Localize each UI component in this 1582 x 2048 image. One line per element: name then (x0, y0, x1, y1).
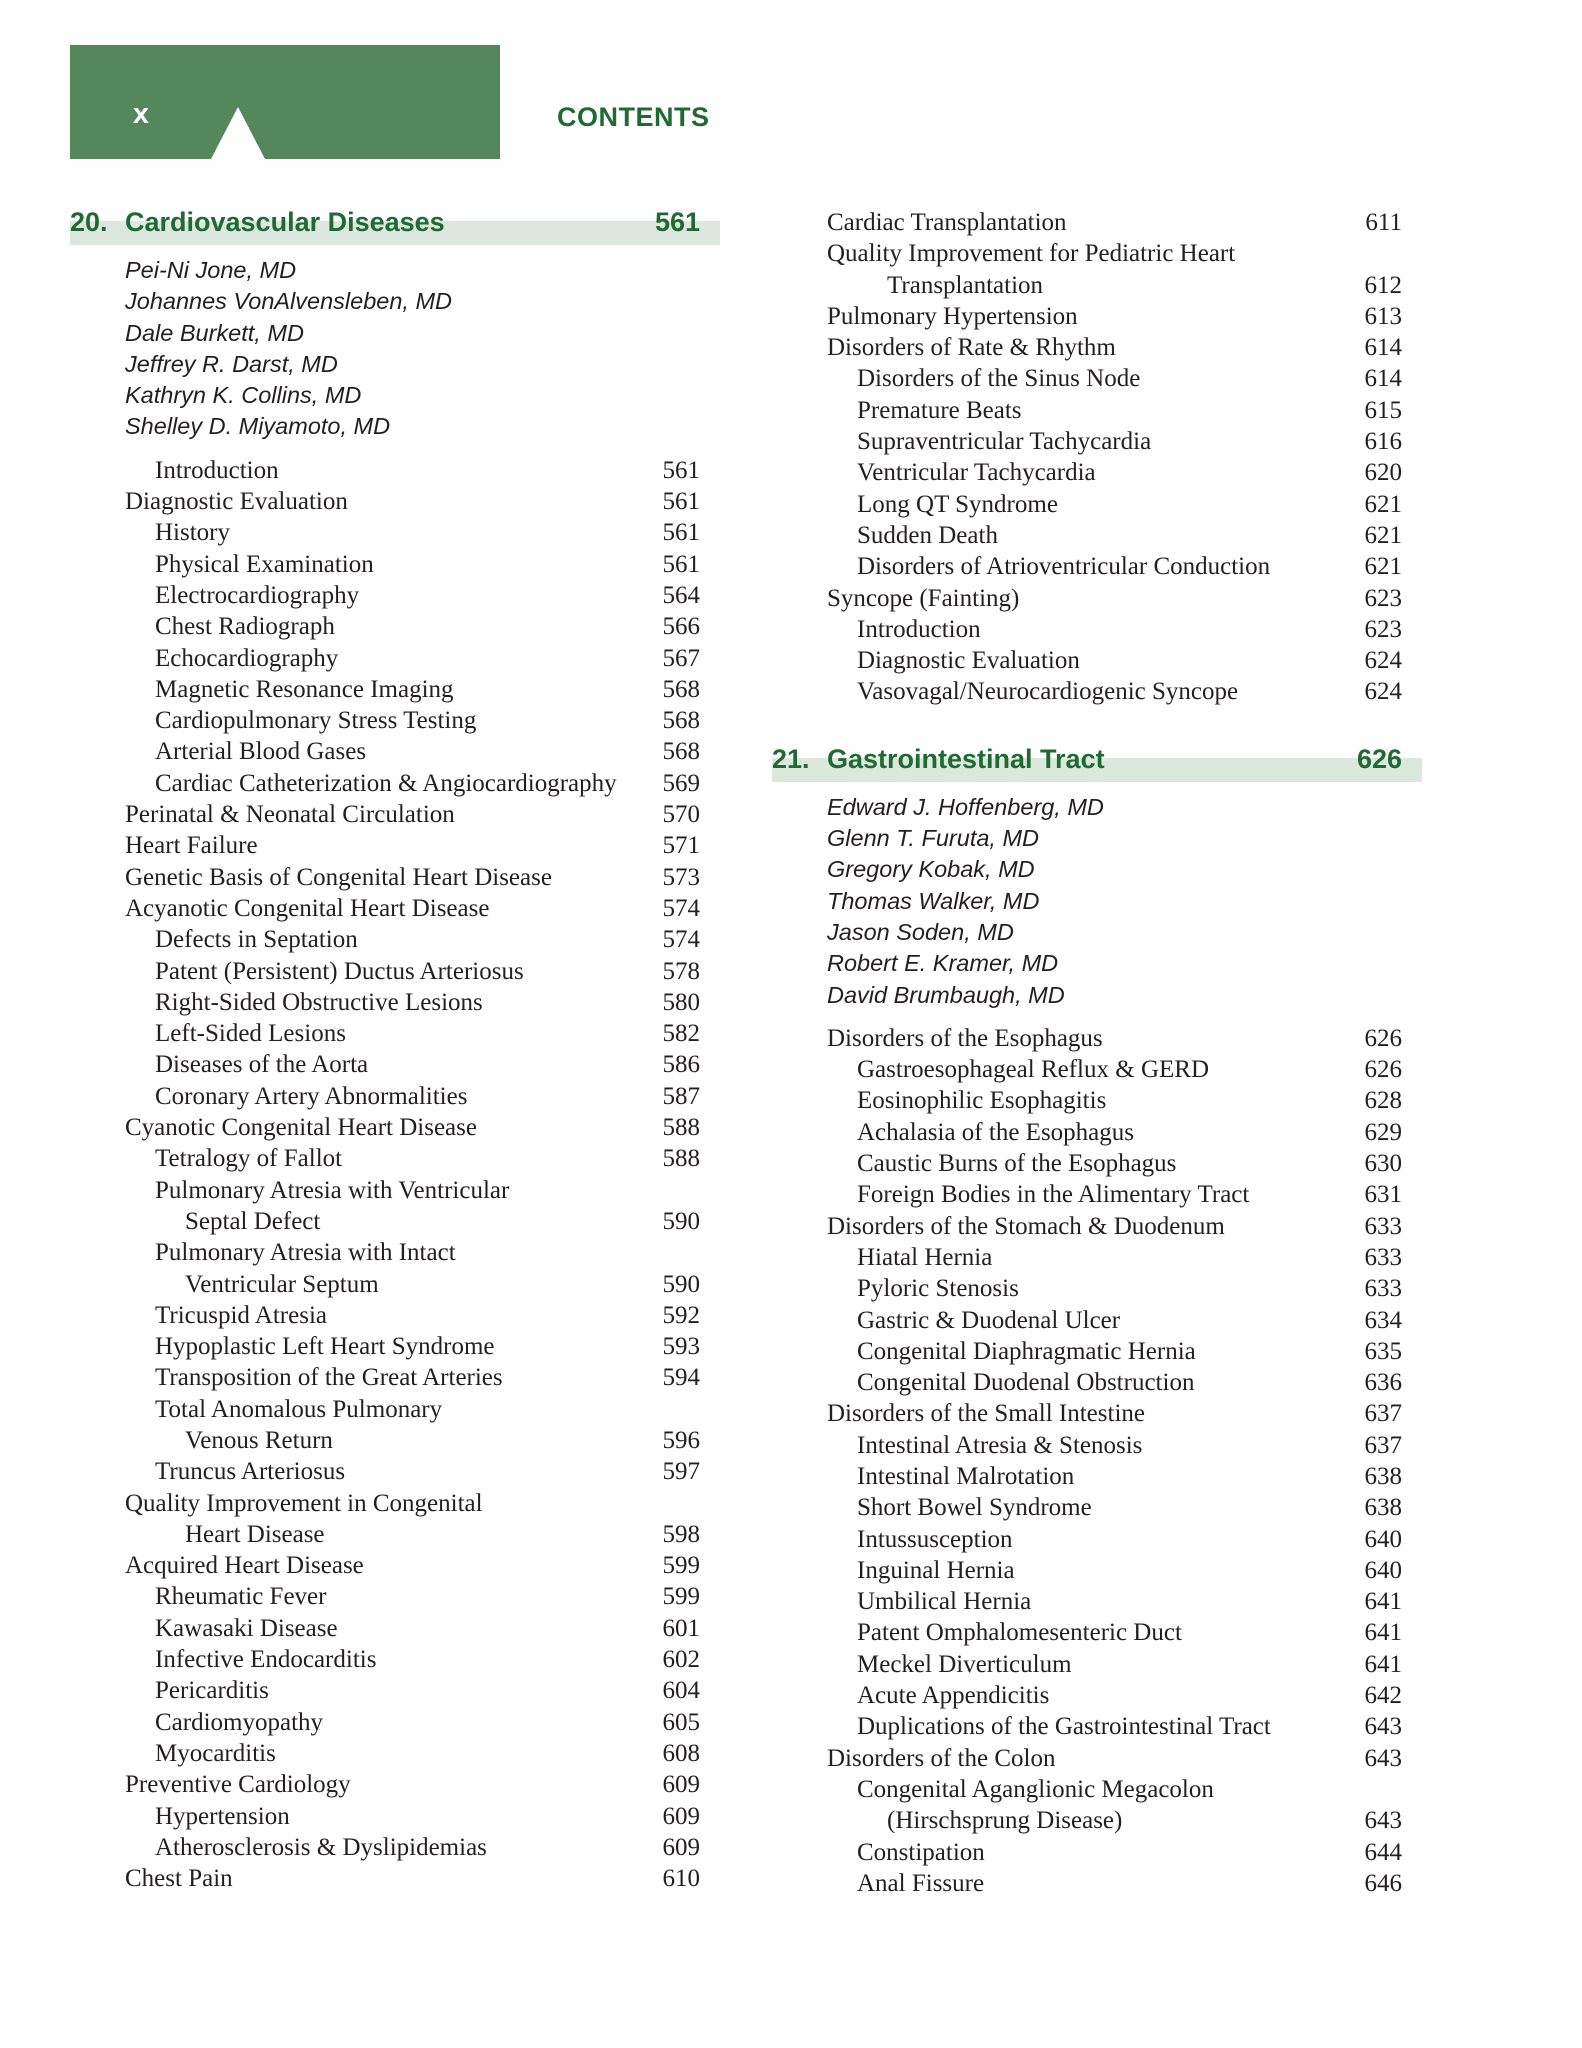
toc-entry-page: 574 (662, 926, 700, 954)
toc-entry-page: 570 (662, 801, 700, 829)
toc-entry-title: Pulmonary Atresia with Ventricular (155, 1176, 510, 1204)
toc-entry-page: 623 (1364, 615, 1402, 643)
toc-entry-page: 568 (662, 707, 700, 735)
toc-entry-page: 643 (1364, 1744, 1402, 1772)
toc-entry-title: Echocardiography (155, 644, 339, 672)
toc-entry-page: 621 (1364, 553, 1402, 581)
toc-entry-title: Tricuspid Atresia (155, 1301, 327, 1329)
toc-entry-title: Long QT Syndrome (857, 490, 1058, 518)
toc-entry[interactable] (70, 987, 720, 1018)
toc-entry-page: 569 (662, 769, 700, 797)
toc-entry-page: 611 (1365, 209, 1402, 236)
toc-entry[interactable] (70, 768, 720, 799)
toc-entry-title: Rheumatic Fever (155, 1583, 327, 1611)
toc-entry-title: Diagnostic Evaluation (125, 488, 348, 516)
toc-entry[interactable] (772, 1179, 1422, 1210)
toc-entry-title: History (155, 519, 230, 547)
toc-entry-page: 598 (662, 1520, 700, 1548)
toc-entry[interactable] (772, 1085, 1422, 1116)
toc-entry-page: 590 (662, 1207, 700, 1235)
chapter-page: 561 (654, 207, 700, 237)
toc-entry-title: Transposition of the Great Arteries (155, 1364, 503, 1392)
chapter-20-entries (70, 455, 720, 1895)
toc-entry[interactable] (772, 1211, 1422, 1242)
toc-entry-title: Diseases of the Aorta (155, 1051, 369, 1079)
toc-entry-page: 623 (1364, 584, 1402, 612)
triangle-ornament-icon (211, 107, 265, 159)
section-gap (772, 708, 1422, 744)
toc-entry-page: 590 (662, 1270, 700, 1298)
toc-entry-page: 588 (662, 1114, 700, 1142)
toc-entry[interactable] (772, 1117, 1422, 1148)
toc-entry[interactable] (70, 1049, 720, 1080)
toc-entry[interactable] (70, 1644, 720, 1675)
toc-entry[interactable] (772, 395, 1422, 426)
toc-entry-title: Genetic Basis of Congenital Heart Disease (125, 863, 552, 891)
toc-entry-title: Pulmonary Atresia with Intact (155, 1239, 456, 1267)
toc-entry-page: 609 (662, 1771, 700, 1799)
toc-entry-title: Syncope (Fainting) (827, 584, 1020, 612)
toc-entry[interactable] (70, 1018, 720, 1049)
toc-entry-page: 561 (662, 456, 700, 484)
toc-entry-title: Congenital Aganglionic Megacolon (857, 1775, 1214, 1803)
toc-entry[interactable] (70, 1300, 720, 1331)
toc-entry[interactable] (70, 705, 720, 736)
toc-entry-page: 568 (662, 675, 700, 703)
toc-entry-title: Hiatal Hernia (857, 1243, 993, 1271)
toc-entry-title: Ventricular Tachycardia (857, 459, 1096, 487)
author-name: Kathryn K. Collins, MD (125, 382, 362, 409)
chapter-20-entries-continued (772, 207, 1422, 708)
toc-entry-page: 642 (1364, 1682, 1402, 1710)
toc-entry-page: 637 (1364, 1431, 1402, 1459)
toc-entry-title: Short Bowel Syndrome (857, 1494, 1092, 1522)
toc-entry-page: 602 (662, 1646, 700, 1674)
author-name: Dale Burkett, MD (125, 319, 304, 346)
toc-entry-title: Caustic Burns of the Esophagus (857, 1150, 1177, 1178)
toc-entry-title: Ventricular Septum (185, 1270, 379, 1298)
toc-entry-title: Diagnostic Evaluation (857, 647, 1080, 675)
toc-entry-page: 630 (1364, 1150, 1402, 1178)
toc-entry[interactable] (70, 1362, 720, 1393)
author-name: Jason Soden, MD (827, 918, 1014, 945)
chapter-20-heading[interactable] (70, 207, 720, 243)
toc-entry[interactable] (70, 1863, 720, 1894)
toc-entry-title: Premature Beats (857, 396, 1022, 424)
toc-entry-page: 608 (662, 1739, 700, 1767)
toc-entry-page: 614 (1364, 365, 1402, 393)
toc-entry[interactable] (772, 1367, 1422, 1398)
toc-entry-page: 621 (1364, 490, 1402, 518)
toc-entry-title: Arterial Blood Gases (155, 738, 367, 766)
toc-entry-page: 616 (1364, 428, 1402, 456)
toc-entry[interactable] (70, 1143, 720, 1174)
author-name: Glenn T. Furuta, MD (827, 825, 1040, 852)
toc-entry-page: 566 (662, 613, 700, 641)
toc-entry-title: Hypertension (155, 1802, 290, 1830)
running-head: CONTENTS (557, 102, 710, 132)
toc-entry-title: Achalasia of the Esophagus (857, 1118, 1135, 1146)
toc-entry[interactable] (772, 1023, 1422, 1054)
toc-entry-title: Cardiopulmonary Stress Testing (155, 707, 477, 735)
toc-entry-title: Coronary Artery Abnormalities (155, 1082, 468, 1110)
toc-entry[interactable] (70, 1519, 720, 1550)
toc-entry-title: Truncus Arteriosus (155, 1458, 346, 1486)
toc-entry[interactable] (772, 426, 1422, 457)
toc-entry[interactable] (772, 551, 1422, 582)
toc-entry-page: 640 (1364, 1556, 1402, 1584)
author-name: Johannes VonAlvensleben, MD (125, 288, 453, 315)
toc-entry-page: 633 (1364, 1243, 1402, 1271)
toc-entry-page: 633 (1364, 1275, 1402, 1303)
toc-entry[interactable] (772, 1461, 1422, 1492)
toc-entry-title: Quality Improvement in Congenital (125, 1489, 483, 1517)
toc-entry-title: Perinatal & Neonatal Circulation (125, 801, 455, 829)
toc-entry[interactable] (70, 1269, 720, 1300)
toc-entry[interactable] (772, 1649, 1422, 1680)
toc-entry[interactable] (772, 207, 1422, 238)
toc-entry-page: 610 (662, 1865, 700, 1893)
toc-entry[interactable] (70, 862, 720, 893)
toc-entry-title: Total Anomalous Pulmonary (155, 1395, 443, 1423)
toc-entry-title: Septal Defect (185, 1207, 321, 1235)
toc-entry[interactable] (772, 1054, 1422, 1085)
toc-entry[interactable] (772, 1805, 1422, 1836)
toc-entry-page: 597 (662, 1458, 700, 1486)
toc-entry-page: 631 (1364, 1181, 1402, 1209)
chapter-number: 21. (772, 743, 810, 774)
toc-entry-title: Acyanotic Congenital Heart Disease (125, 894, 490, 922)
toc-entry-title: Inguinal Hernia (857, 1556, 1015, 1584)
toc-entry[interactable] (772, 270, 1422, 301)
toc-entry-title: Umbilical Hernia (857, 1588, 1032, 1616)
chapter-number: 20. (70, 207, 108, 237)
toc-entry-title: Duplications of the Gastrointestinal Tract (857, 1713, 1271, 1741)
toc-entry-title: Pulmonary Hypertension (827, 302, 1078, 330)
toc-entry[interactable] (70, 517, 720, 548)
toc-entry[interactable] (70, 1206, 720, 1237)
toc-entry[interactable] (772, 1774, 1422, 1805)
toc-entry[interactable] (70, 1769, 720, 1800)
toc-entry[interactable] (772, 1398, 1422, 1429)
toc-entry-title: Sudden Death (857, 521, 998, 549)
toc-entry-page: 593 (662, 1333, 700, 1361)
toc-entry-page: 568 (662, 738, 700, 766)
toc-entry-page: 624 (1364, 678, 1402, 706)
toc-entry[interactable] (70, 1581, 720, 1612)
toc-entry-page: 614 (1364, 334, 1402, 362)
toc-entry-page: 567 (662, 644, 700, 672)
author-name: Edward J. Hoffenberg, MD (827, 793, 1104, 820)
toc-entry-title: (Hirschsprung Disease) (887, 1807, 1123, 1835)
toc-entry[interactable] (772, 1305, 1422, 1336)
toc-entry-title: Disorders of Atrioventricular Conduction (857, 553, 1271, 581)
toc-entry-title: Disorders of the Sinus Node (857, 365, 1141, 393)
toc-entry-page: 599 (662, 1583, 700, 1611)
toc-entry[interactable] (70, 1801, 720, 1832)
toc-entry[interactable] (70, 1832, 720, 1863)
toc-entry-page: 609 (662, 1833, 700, 1861)
toc-entry[interactable] (772, 1868, 1422, 1899)
toc-entry[interactable] (772, 238, 1422, 269)
toc-entry-page: 612 (1364, 271, 1402, 299)
toc-entry-title: Cardiomyopathy (155, 1708, 324, 1736)
toc-entry-title: Electrocardiography (155, 581, 360, 609)
toc-entry[interactable] (772, 1242, 1422, 1273)
toc-entry[interactable] (772, 645, 1422, 676)
toc-entry-title: Introduction (857, 615, 981, 643)
toc-entry-title: Patent (Persistent) Ductus Arteriosus (155, 957, 524, 985)
toc-entry-title: Cardiac Transplantation (827, 209, 1067, 236)
toc-entry[interactable] (772, 1430, 1422, 1461)
toc-entry[interactable] (70, 956, 720, 987)
toc-entry-title: Disorders of the Small Intestine (827, 1400, 1145, 1428)
toc-entry[interactable] (70, 1488, 720, 1519)
toc-entry[interactable] (772, 457, 1422, 488)
toc-entry-title: Constipation (857, 1838, 985, 1866)
chapter-page: 626 (1356, 743, 1402, 774)
toc-entry-page: 629 (1364, 1118, 1402, 1146)
page-number: x (132, 98, 150, 130)
toc-entry-page: 628 (1364, 1087, 1402, 1115)
toc-entry-page: 592 (662, 1301, 700, 1329)
toc-entry[interactable] (772, 1148, 1422, 1179)
toc-entry-title: Magnetic Resonance Imaging (155, 675, 454, 703)
toc-entry-page: 640 (1364, 1525, 1402, 1553)
toc-entry-page: 638 (1364, 1462, 1402, 1490)
toc-entry[interactable] (70, 549, 720, 580)
chapter-title: Cardiovascular Diseases (125, 207, 445, 237)
author-name: Pei-Ni Jone, MD (125, 257, 297, 283)
toc-entry[interactable] (70, 1175, 720, 1206)
author-name: Shelley D. Miyamoto, MD (125, 413, 391, 440)
toc-entry[interactable] (70, 1394, 720, 1425)
author-name: Jeffrey R. Darst, MD (125, 350, 338, 377)
toc-entry-title: Cardiac Catheterization & Angiocardiography (155, 769, 617, 797)
toc-entry[interactable] (772, 1336, 1422, 1367)
author-name: Gregory Kobak, MD (827, 856, 1035, 883)
toc-entry[interactable] (70, 1456, 720, 1487)
toc-entry-page: 564 (662, 581, 700, 609)
toc-entry-page: 613 (1364, 302, 1402, 330)
toc-entry-title: Disorders of the Colon (827, 1744, 1056, 1772)
toc-entry-title: Intestinal Malrotation (857, 1462, 1075, 1490)
author-name: Thomas Walker, MD (827, 887, 1040, 914)
toc-entry-page: 641 (1364, 1650, 1402, 1678)
toc-entry-page: 571 (662, 832, 700, 860)
toc-entry[interactable] (70, 893, 720, 924)
toc-entry-page: 620 (1364, 459, 1402, 487)
toc-entry-page: 596 (662, 1426, 700, 1454)
toc-entry-title: Acute Appendicitis (857, 1682, 1050, 1710)
toc-entry[interactable] (70, 1707, 720, 1738)
chapter-20-authors (125, 255, 720, 443)
toc-entry-page: 594 (662, 1364, 700, 1392)
toc-entry-title: Meckel Diverticulum (857, 1650, 1072, 1678)
toc-entry-page: 643 (1364, 1807, 1402, 1835)
toc-entry[interactable] (772, 363, 1422, 394)
toc-entry[interactable] (772, 1743, 1422, 1774)
toc-entry-title: Disorders of Rate & Rhythm (827, 334, 1116, 362)
toc-entry[interactable] (70, 611, 720, 642)
toc-entry-page: 633 (1364, 1212, 1402, 1240)
toc-entry-title: Preventive Cardiology (125, 1771, 351, 1799)
toc-entry-title: Pericarditis (155, 1677, 269, 1705)
toc-entry[interactable] (70, 580, 720, 611)
toc-entry-title: Tetralogy of Fallot (155, 1145, 343, 1173)
toc-entry[interactable] (772, 332, 1422, 363)
chapter-21-authors (827, 792, 1422, 1011)
toc-entry[interactable] (772, 1711, 1422, 1742)
toc-entry-page: 641 (1364, 1588, 1402, 1616)
toc-entry-title: Congenital Duodenal Obstruction (857, 1369, 1195, 1397)
toc-entry[interactable] (772, 489, 1422, 520)
toc-entry-page: 604 (662, 1677, 700, 1705)
toc-entry-title: Eosinophilic Esophagitis (857, 1087, 1107, 1115)
toc-entry-page: 587 (662, 1082, 700, 1110)
toc-entry[interactable] (70, 674, 720, 705)
toc-entry-title: Physical Examination (155, 550, 374, 578)
toc-entry-page: 580 (662, 988, 700, 1016)
toc-entry-title: Intussusception (857, 1525, 1013, 1553)
toc-entry-title: Anal Fissure (857, 1869, 985, 1897)
right-column (772, 207, 1422, 1899)
toc-entry-page: 643 (1364, 1713, 1402, 1741)
toc-entry-title: Vasovagal/Neurocardiogenic Syncope (857, 678, 1239, 706)
toc-entry[interactable] (772, 1555, 1422, 1586)
toc-entry-title: Venous Return (185, 1426, 333, 1454)
toc-entry-title: Introduction (155, 456, 279, 484)
toc-entry-page: 609 (662, 1802, 700, 1830)
toc-entry-page: 599 (662, 1552, 700, 1580)
toc-entry-page: 561 (662, 519, 700, 547)
toc-entry-title: Gastric & Duodenal Ulcer (857, 1306, 1121, 1334)
toc-entry[interactable] (70, 1738, 720, 1769)
toc-entry-page: 605 (662, 1708, 700, 1736)
toc-entry-page: 626 (1364, 1056, 1402, 1084)
toc-entry[interactable] (70, 1331, 720, 1362)
toc-entry-page: 561 (662, 550, 700, 578)
toc-entry-page: 582 (662, 1020, 700, 1048)
toc-entry[interactable] (772, 1492, 1422, 1523)
toc-entry-title: Chest Radiograph (155, 613, 335, 641)
toc-entry[interactable] (70, 924, 720, 955)
toc-entry-title: Supraventricular Tachycardia (857, 428, 1152, 456)
toc-entry-title: Heart Failure (125, 832, 258, 860)
toc-entry-page: 601 (662, 1614, 700, 1642)
toc-entry-title: Patent Omphalomesenteric Duct (857, 1619, 1182, 1647)
toc-entry[interactable] (772, 1837, 1422, 1868)
toc-entry[interactable] (772, 1586, 1422, 1617)
toc-entry-page: 588 (662, 1145, 700, 1173)
toc-entry-page: 634 (1364, 1306, 1402, 1334)
toc-entry[interactable] (772, 676, 1422, 707)
toc-entry-title: Defects in Septation (155, 926, 358, 954)
toc-entry-title: Left-Sided Lesions (155, 1020, 346, 1048)
toc-entry-title: Kawasaki Disease (155, 1614, 338, 1642)
toc-entry-page: 644 (1364, 1838, 1402, 1866)
toc-entry-page: 586 (662, 1051, 700, 1079)
toc-entry-page: 635 (1364, 1337, 1402, 1365)
toc-entry[interactable] (70, 455, 720, 486)
toc-entry[interactable] (772, 1680, 1422, 1711)
toc-entry[interactable] (772, 1617, 1422, 1648)
toc-entry-page: 636 (1364, 1369, 1402, 1397)
author-name: Robert E. Kramer, MD (827, 950, 1059, 977)
toc-entry[interactable] (70, 830, 720, 861)
toc-entry-page: 626 (1364, 1024, 1402, 1052)
toc-entry-title: Disorders of the Stomach & Duodenum (827, 1212, 1225, 1240)
toc-entry[interactable] (772, 301, 1422, 332)
toc-entry-title: Cyanotic Congenital Heart Disease (125, 1114, 477, 1142)
toc-entry-page: 573 (662, 863, 700, 891)
toc-entry-title: Acquired Heart Disease (125, 1552, 364, 1580)
toc-entry[interactable] (70, 1613, 720, 1644)
toc-entry[interactable] (772, 614, 1422, 645)
toc-entry-page: 638 (1364, 1494, 1402, 1522)
toc-entry[interactable] (70, 799, 720, 830)
toc-entry-title: Myocarditis (155, 1739, 276, 1767)
toc-entry-title: Heart Disease (185, 1520, 325, 1548)
toc-entry-page: 624 (1364, 647, 1402, 675)
left-column (70, 207, 720, 1894)
toc-entry-page: 637 (1364, 1400, 1402, 1428)
toc-entry-page: 578 (662, 957, 700, 985)
toc-entry[interactable] (70, 1550, 720, 1581)
toc-entry[interactable] (70, 1675, 720, 1706)
toc-entry[interactable] (70, 1081, 720, 1112)
chapter-21-heading[interactable] (772, 744, 1422, 780)
chapter-21-entries (772, 1023, 1422, 1899)
toc-entry[interactable] (772, 1273, 1422, 1304)
toc-entry-title: Foreign Bodies in the Alimentary Tract (857, 1181, 1250, 1209)
toc-entry[interactable] (70, 1237, 720, 1268)
toc-entry-title: Pyloric Stenosis (857, 1275, 1019, 1303)
toc-entry-title: Atherosclerosis & Dyslipidemias (155, 1833, 487, 1861)
toc-entry-title: Disorders of the Esophagus (827, 1024, 1103, 1052)
toc-entry-title: Transplantation (887, 271, 1044, 299)
author-name: David Brumbaugh, MD (827, 981, 1065, 1008)
toc-entry-title: Right-Sided Obstructive Lesions (155, 988, 483, 1016)
toc-entry-page: 574 (662, 894, 700, 922)
toc-entry[interactable] (70, 736, 720, 767)
toc-entry[interactable] (70, 1112, 720, 1143)
toc-entry-page: 615 (1364, 396, 1402, 424)
toc-entry[interactable] (772, 583, 1422, 614)
toc-entry-page: 646 (1364, 1869, 1402, 1897)
chapter-title: Gastrointestinal Tract (827, 743, 1105, 774)
toc-entry-title: Chest Pain (125, 1865, 233, 1893)
toc-entry-page: 621 (1364, 521, 1402, 549)
toc-entry-title: Gastroesophageal Reflux & GERD (857, 1056, 1210, 1084)
toc-entry-title: Hypoplastic Left Heart Syndrome (155, 1333, 495, 1361)
toc-entry-title: Infective Endocarditis (155, 1646, 377, 1674)
toc-entry[interactable] (70, 1425, 720, 1456)
toc-entry-title: Quality Improvement for Pediatric Heart (827, 240, 1236, 268)
toc-entry[interactable] (70, 643, 720, 674)
toc-entry-page: 561 (662, 488, 700, 516)
toc-entry[interactable] (772, 520, 1422, 551)
toc-entry-page: 641 (1364, 1619, 1402, 1647)
toc-entry-title: Intestinal Atresia & Stenosis (857, 1431, 1143, 1459)
toc-entry-title: Congenital Diaphragmatic Hernia (857, 1337, 1196, 1365)
toc-entry[interactable] (772, 1524, 1422, 1555)
toc-entry[interactable] (70, 486, 720, 517)
